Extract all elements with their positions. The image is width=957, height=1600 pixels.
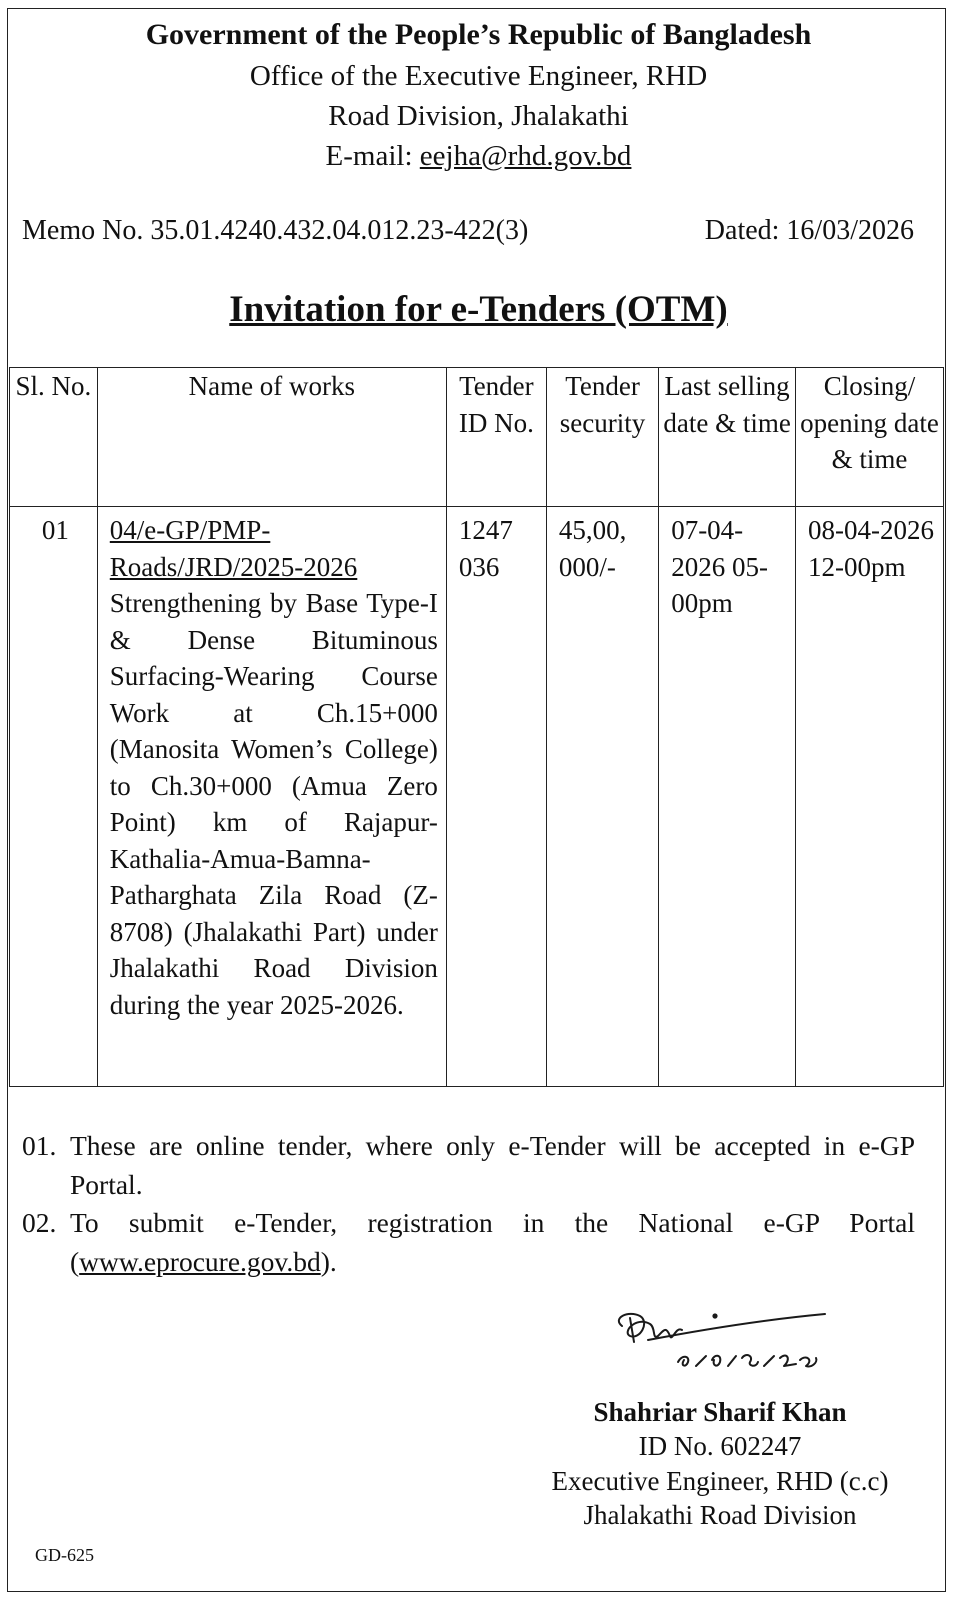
cell-sl: 01 (10, 507, 98, 1087)
cell-closing: 08-04-2026 12-00pm (795, 507, 943, 1087)
col-header-security: Tender security (546, 368, 658, 507)
note-1 (22, 1126, 915, 1204)
email-link[interactable]: eejha@rhd.gov.bd (419, 140, 632, 172)
note-2 (22, 1203, 915, 1281)
eprocure-link[interactable]: www.eprocure.gov.bd (79, 1246, 321, 1277)
work-code: 04/e-GP/PMP-Roads/JRD/2025-2026 (109, 515, 358, 582)
col-header-name: Name of works (97, 368, 446, 507)
note-text-after: ). (320, 1246, 337, 1277)
memo-number: Memo No. 35.01.4240.432.04.012.23-422(3) (22, 215, 529, 246)
cell-name-of-works (97, 507, 446, 1087)
signer-designation: Executive Engineer, RHD (c.c) (551, 1466, 889, 1496)
col-header-sl: Sl. No. (10, 368, 98, 507)
email-label: E-mail: (325, 140, 413, 172)
note-text (70, 1203, 915, 1281)
cell-tender-id: 1247 036 (446, 507, 546, 1087)
col-header-last-selling: Last selling date & time (659, 368, 796, 507)
cell-last-selling: 07-04-2026 05-00pm (659, 507, 796, 1087)
note-number: 01. (22, 1130, 57, 1161)
signer-name: Shahriar Sharif Khan (593, 1397, 847, 1427)
notice-title: Invitation for e-Tenders (OTM) (229, 289, 728, 330)
table-row (10, 507, 944, 1087)
col-header-closing: Closing/ opening date & time (795, 368, 943, 507)
office-name: Office of the Executive Engineer, RHD (249, 60, 708, 92)
handwritten-signature (600, 1296, 840, 1386)
signer-id: ID No. 602247 (638, 1431, 802, 1461)
tender-table (9, 367, 944, 1087)
signer-office: Jhalakathi Road Division (583, 1500, 857, 1530)
note-number: 02. (22, 1207, 57, 1238)
work-description: Strengthening by Base Type-I & Dense Bituminous Surfacing-Wearing Course Work at Ch.15+000 (Manosita Women’s College) to Ch.30+000 (Amua Zero Point) km of Rajapur-Kathalia-Amua-Bamna-Patharghata Zila Road (Z-8708) (Jhalakathi Part) under Jhalakathi Road Division during the year 2025-2026. (109, 588, 438, 1020)
division-name: Road Division, Jhalakathi (328, 100, 629, 132)
note-text-before: To submit e-Tender, registration in the National e-GP Portal ( (70, 1207, 915, 1277)
government-heading: Government of the People’s Republic of Bangladesh (145, 18, 812, 51)
memo-date: Dated: 16/03/2026 (704, 215, 914, 246)
cell-security: 45,00, 000/- (546, 507, 658, 1087)
note-text: These are online tender, where only e-Tender will be accepted in e-GP Portal. (70, 1130, 915, 1200)
email-line (0, 140, 957, 173)
table-header-row (10, 368, 944, 507)
col-header-tender-id: Tender ID No. (446, 368, 546, 507)
footer-code: GD-625 (35, 1545, 94, 1565)
